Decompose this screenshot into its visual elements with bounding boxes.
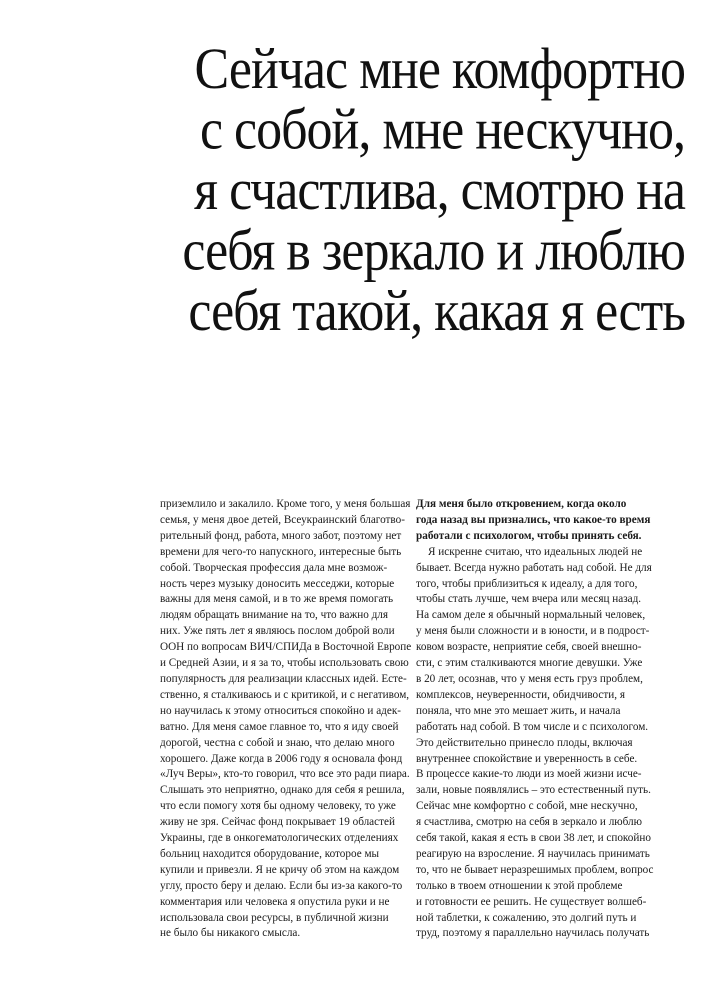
text-line: семья, у меня двое детей, Всеукраинский благотво- bbox=[160, 513, 405, 526]
answer-line: себя такой, какая я есть в свои 38 лет, и спокойно bbox=[416, 832, 651, 845]
text-line: людям обращать внимание на то, что важно для bbox=[160, 609, 389, 622]
headline-line: себя такой, какая я есть bbox=[188, 279, 685, 344]
answer-line: у меня были сложности и в юности, и в подрост- bbox=[416, 625, 650, 638]
text-line: важны для меня самой, и в то же время помогать bbox=[160, 593, 394, 606]
answer-line: и готовности ее решить. Не существует волшеб- bbox=[416, 895, 647, 908]
interview-question-line: Для меня было откровением, когда около bbox=[416, 498, 627, 510]
text-line: ность через музыку доносить месседжи, которые bbox=[160, 577, 395, 590]
text-line: углу, просто беру и делаю. Если бы из-за какого-то bbox=[160, 879, 403, 892]
text-line: что если помогу хотя бы одному человеку, то уже bbox=[160, 800, 396, 813]
pull-quote-headline bbox=[25, 37, 685, 344]
answer-line: того, чтобы приблизиться к идеалу, а для того, bbox=[416, 577, 638, 590]
interview-question-line: года назад вы признались, что какое-то время bbox=[416, 513, 651, 526]
answer-line: труд, поэтому я параллельно научилась получать bbox=[416, 927, 650, 940]
headline-line: себя в зеркало и люблю bbox=[182, 219, 685, 284]
answer-line: чтобы стать лучше, чем вчера или месяц назад. bbox=[416, 593, 642, 606]
text-line: не было бы никакого смысла. bbox=[160, 927, 301, 940]
text-line: них. Уже пять лет я являюсь послом доброй воли bbox=[160, 625, 395, 638]
answer-line: в 20 лет, осознав, что у меня есть груз проблем, bbox=[416, 672, 643, 685]
text-line: дорогой, честна с собой и знаю, что делаю много bbox=[160, 736, 395, 749]
text-line: ООН по вопросам ВИЧ/СПИДа в Восточной Европе bbox=[160, 641, 412, 654]
answer-line: На самом деле я обычный нормальный человек, bbox=[416, 609, 646, 622]
text-line: приземлило и закалило. Кроме того, у меня большая bbox=[160, 498, 411, 510]
text-line: и Средней Азии, и я за то, чтобы использовать свою bbox=[160, 657, 409, 670]
text-line: больниц находится оборудование, которое мы bbox=[160, 847, 380, 860]
text-line: популярность для реализации классных идей. Есте- bbox=[160, 672, 407, 685]
left-text-column bbox=[160, 497, 412, 942]
text-line: рительный фонд, работа, много забот, поэтому нет bbox=[160, 529, 402, 542]
text-line: живу не зря. Сейчас фонд покрывает 19 областей bbox=[160, 816, 395, 829]
headline-line: с собой, мне нескучно, bbox=[199, 98, 685, 163]
headline-line: Сейчас мне комфортно bbox=[194, 37, 685, 102]
answer-line: Это действительно принесло плоды, включая bbox=[416, 736, 633, 749]
headline-line: я счастлива, смотрю на bbox=[194, 158, 685, 223]
right-text-column bbox=[416, 497, 664, 942]
answer-line: бывает. Всегда нужно работать над собой. Не для bbox=[416, 561, 652, 574]
interview-question-line: работали с психологом, чтобы принять себя. bbox=[416, 529, 642, 542]
answer-line: комплексов, неуверенности, обидчивости, я bbox=[416, 688, 625, 701]
answer-line: поняла, что мне это мешает жить, и начала bbox=[416, 704, 621, 717]
text-line: Слышать это неприятно, однако для себя я решила, bbox=[160, 784, 405, 797]
answer-line: работать над собой. В том числе и с психологом. bbox=[416, 720, 649, 733]
answer-line: реагирую на взросление. Я научилась принимать bbox=[416, 847, 650, 860]
answer-line: я счастлива, смотрю на себя в зеркало и люблю bbox=[416, 816, 642, 829]
answer-line: зали, новые появлялись – это естественный путь. bbox=[416, 784, 651, 797]
text-line: собой. Творческая профессия дала мне возмож- bbox=[160, 561, 388, 574]
answer-line: то, что не бывает неразрешимых проблем, вопрос bbox=[416, 863, 654, 876]
answer-line: В процессе какие-то люди из моей жизни исче- bbox=[416, 768, 642, 781]
answer-line: ковом возрасте, неприятие себя, своей внешно- bbox=[416, 641, 642, 654]
text-line: купили и привезли. Я не кричу об этом на каждом bbox=[160, 863, 400, 876]
answer-line: сти, с этим сталкиваются многие девушки. Уже bbox=[416, 657, 643, 670]
text-line: времени для чего-то напускного, интересные быть bbox=[160, 545, 402, 558]
answer-line: Сейчас мне комфортно с собой, мне нескучно, bbox=[416, 800, 638, 813]
text-line: ственно, я сталкиваюсь и с критикой, и с негативом, bbox=[160, 688, 410, 701]
text-line: комментария или человека я опустила руки и не bbox=[160, 895, 390, 908]
text-line: хорошего. Даже когда в 2006 году я основала фонд bbox=[160, 752, 403, 765]
answer-line: только в твоем отношении к этой проблеме bbox=[416, 879, 623, 892]
answer-line: ной таблетки, к сожалению, это долгий путь и bbox=[416, 911, 637, 924]
text-line: Украины, где в онкогематологических отделениях bbox=[160, 832, 399, 845]
answer-line: Я искренне считаю, что идеальных людей не bbox=[428, 545, 643, 558]
text-line: но научилась к этому относиться спокойно и адек- bbox=[160, 704, 401, 717]
answer-line: внутреннее спокойствие и уверенность в себе. bbox=[416, 752, 638, 765]
text-line: ватно. Для меня самое главное то, что я иду своей bbox=[160, 720, 399, 733]
text-line: использовала свои ресурсы, в публичной жизни bbox=[160, 911, 389, 924]
text-line: «Луч Веры», кто-то говорил, что все это ради пиара. bbox=[160, 768, 410, 781]
